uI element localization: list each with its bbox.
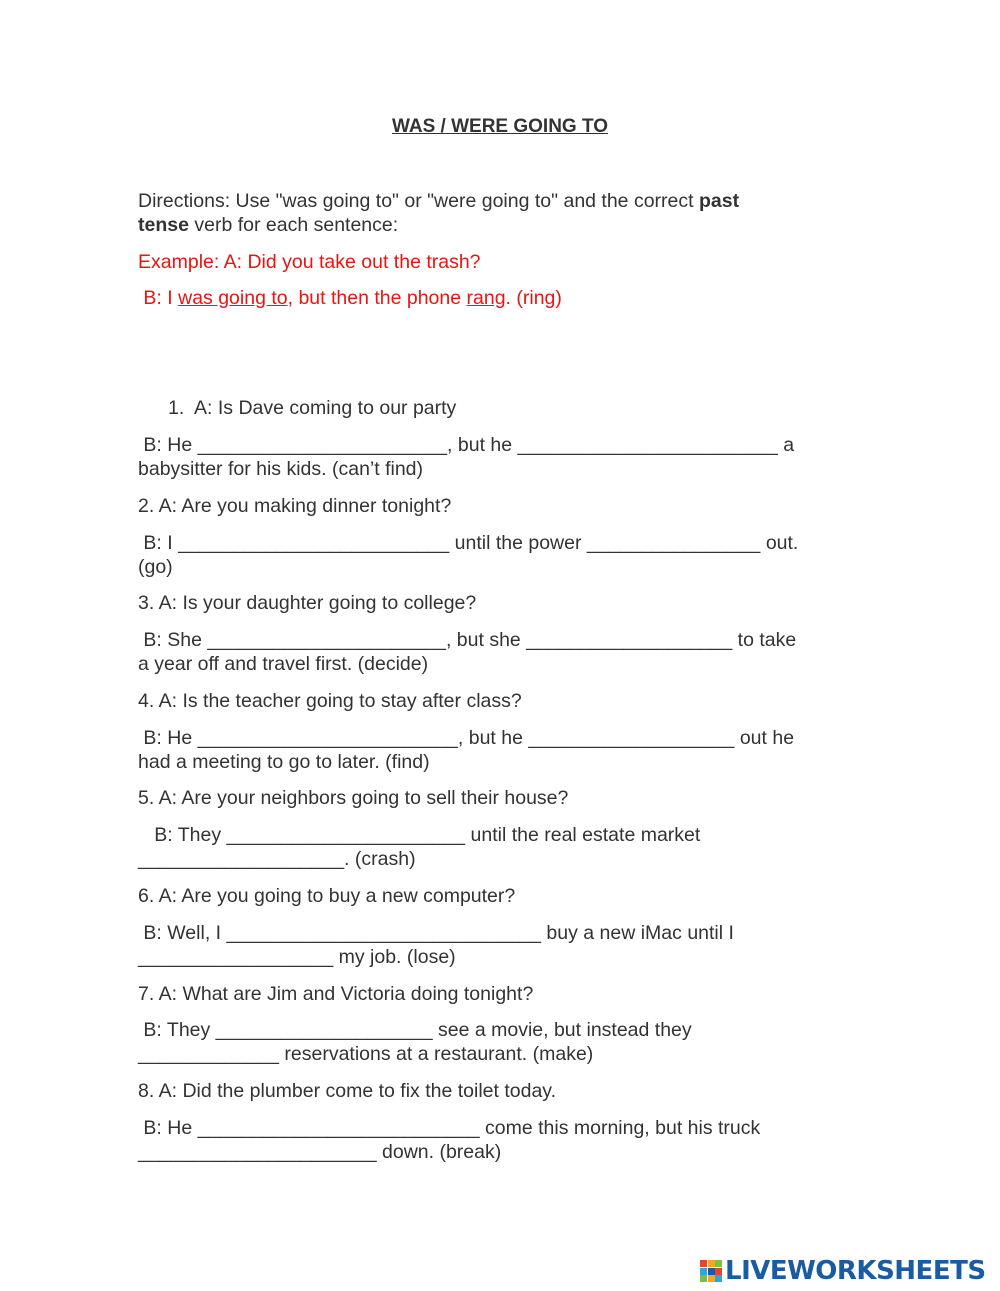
question-3-a: 3. A: Is your daughter going to college? (138, 592, 477, 614)
question-1-a: 1. A: Is Dave coming to our party (168, 397, 457, 419)
directions-line-2 (138, 213, 398, 237)
question-2-b-line-1: B: I _________________________ until the power ________________ out. (138, 532, 799, 554)
example-text: B: I (138, 287, 179, 309)
question-8-a: 8. A: Did the plumber come to fix the toilet today. (138, 1080, 557, 1102)
logo-square (700, 1260, 707, 1267)
directions-text: verb for each sentence: (188, 214, 399, 236)
directions-bold: past (698, 190, 740, 212)
question-4-b-line-2: had a meeting to go to later. (find) (138, 751, 430, 773)
question-2-b-line-2: (go) (138, 556, 173, 578)
question-6-b-line-1: B: Well, I _____________________________ buy a new iMac until I (138, 922, 734, 944)
example-question: Example: A: Did you take out the trash? (138, 251, 481, 273)
logo-square (715, 1260, 722, 1267)
question-5-b-line-1: B: They ______________________ until the real estate market (138, 824, 701, 846)
question-4-b-line-1: B: He ________________________, but he ___________________ out he (138, 727, 795, 749)
question-5-a: 5. A: Are your neighbors going to sell their house? (138, 787, 569, 809)
question-5-b-line-2: ___________________. (crash) (138, 848, 416, 870)
example-text: . (ring) (505, 287, 562, 309)
logo-square (708, 1275, 715, 1282)
example-text: , but then the phone (287, 287, 467, 309)
liveworksheets-logo (700, 1258, 986, 1284)
page-title: WAS / WERE GOING TO (391, 116, 609, 137)
question-6-a: 6. A: Are you going to buy a new computer? (138, 885, 516, 907)
question-2-a: 2. A: Are you making dinner tonight? (138, 495, 452, 517)
logo-square (708, 1260, 715, 1267)
question-6-b-line-2: __________________ my job. (lose) (138, 946, 456, 968)
logo-grid-icon (700, 1260, 722, 1282)
logo-square (700, 1268, 707, 1275)
question-4-a: 4. A: Is the teacher going to stay after class? (138, 690, 522, 712)
question-8-b-line-2: ______________________ down. (break) (138, 1141, 502, 1163)
question-7-b-line-2: _____________ reservations at a restaurant. (make) (138, 1043, 594, 1065)
question-8-b-line-1: B: He __________________________ come this morning, but his truck (138, 1117, 761, 1139)
logo-square (700, 1275, 707, 1282)
logo-square (715, 1268, 722, 1275)
question-3-b-line-1: B: She ______________________, but she ___________________ to take (138, 629, 797, 651)
directions-line-1 (138, 189, 739, 213)
question-1-b-line-2: babysitter for his kids. (can’t find) (138, 458, 424, 480)
question-3-b-line-2: a year off and travel first. (decide) (138, 653, 429, 675)
example-answer-2: rang (466, 287, 506, 309)
question-7-a: 7. A: What are Jim and Victoria doing tonight? (138, 983, 534, 1005)
example-answer-1: was going to (178, 287, 288, 309)
example-answer (138, 286, 562, 310)
logo-square (708, 1268, 715, 1275)
directions-text: Directions: Use "was going to" or "were going to" and the correct (138, 190, 699, 212)
logo-square (715, 1275, 722, 1282)
question-7-b-line-1: B: They ____________________ see a movie, but instead they (138, 1019, 692, 1041)
question-1-b-line-1: B: He _______________________, but he ________________________ a (138, 434, 795, 456)
directions-bold: tense (138, 214, 189, 236)
logo-text: LIVEWORKSHEETS (725, 1256, 986, 1286)
